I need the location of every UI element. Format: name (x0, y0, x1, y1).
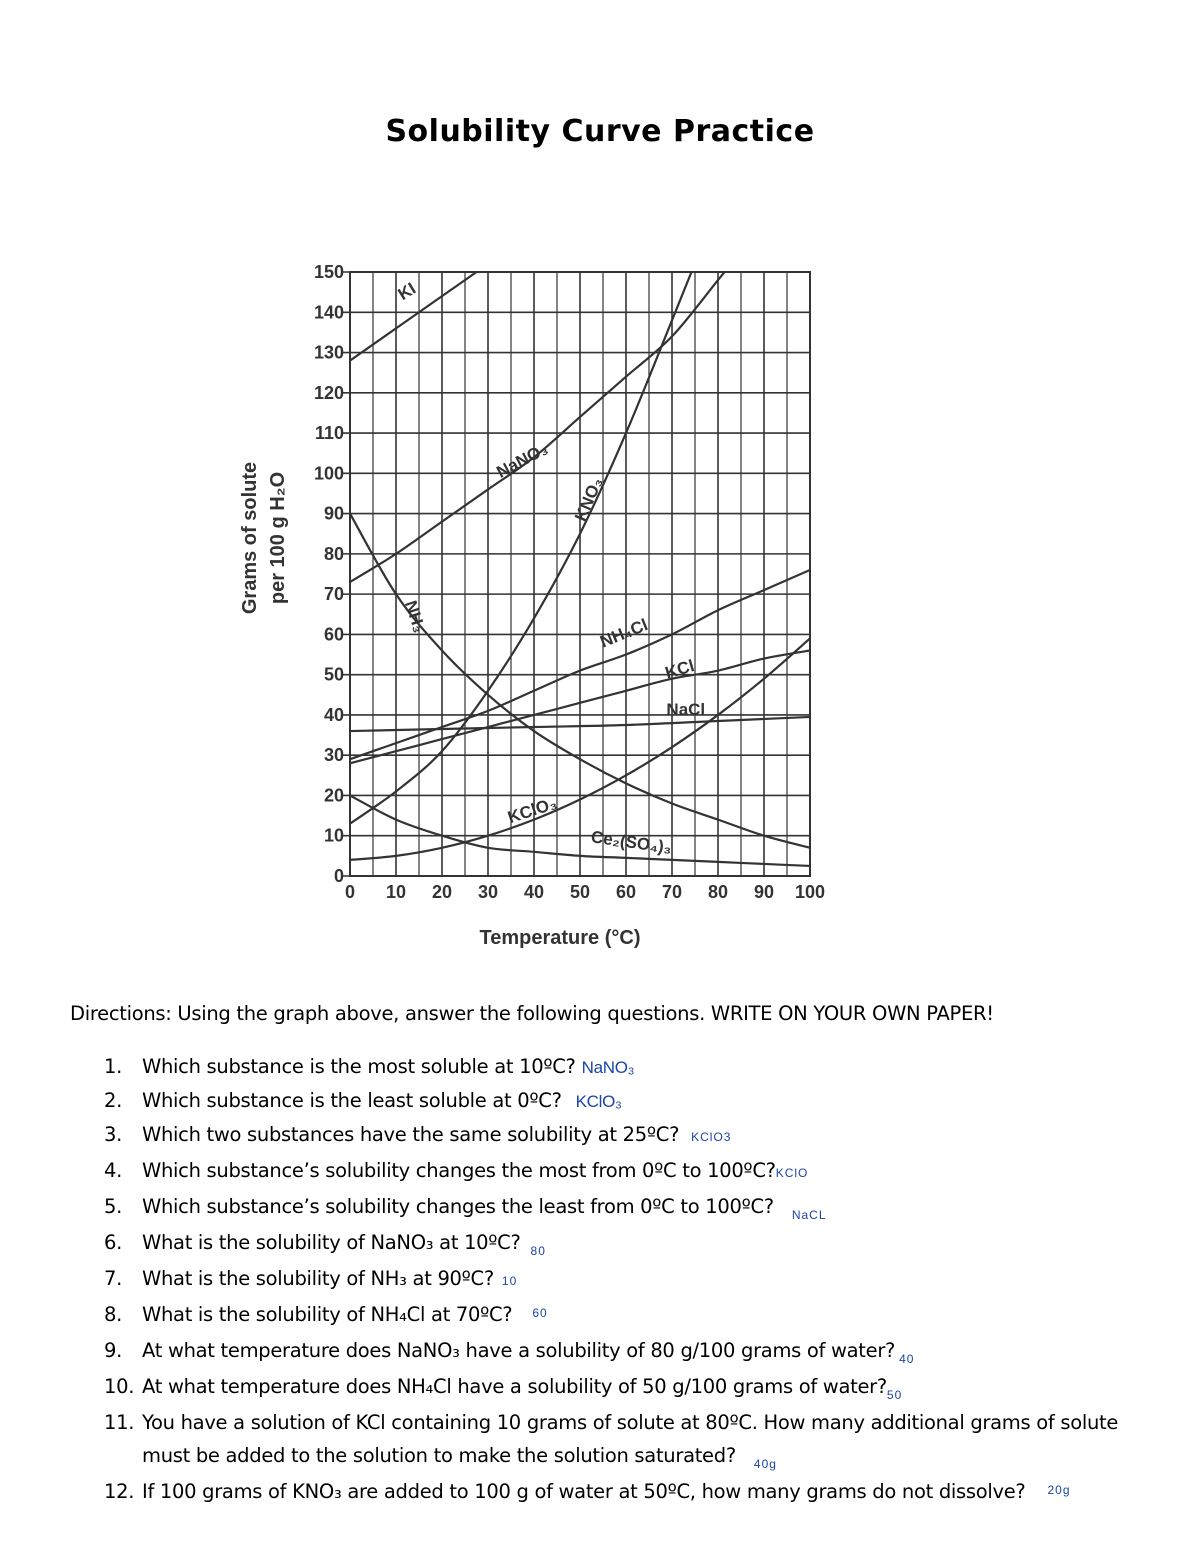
question-item (0, 1262, 1200, 1298)
answer-text: KClO₃ (575, 1092, 622, 1111)
directions-text: Directions: Using the graph above, answer the following questions. WRITE ON YOUR OWN PAPER! (70, 1002, 994, 1025)
x-tick-label: 30 (477, 882, 499, 902)
y-tick-label: 130 (313, 342, 344, 363)
x-tick-label: 10 (385, 882, 407, 902)
y-tick-label: 90 (323, 503, 344, 524)
answer-text: 80 (530, 1244, 546, 1258)
x-tick-label: 60 (615, 882, 637, 902)
question-text: At what temperature does NaNO₃ have a solubility of 80 g/100 grams of water? (142, 1339, 896, 1362)
question-number: 2. (104, 1089, 123, 1112)
question-number: 4. (104, 1159, 123, 1182)
question-item-continued (0, 1439, 1200, 1475)
question-number: 6. (104, 1231, 123, 1254)
answer-text: 40g (753, 1457, 777, 1471)
y-tick-label: 30 (323, 745, 344, 766)
answer-text: 40 (899, 1352, 915, 1366)
question-text: What is the solubility of NH₃ at 90ºC? (142, 1267, 494, 1290)
x-tick-label: 0 (344, 882, 356, 902)
y-tick-label: 40 (323, 704, 344, 725)
x-tick-label: 100 (794, 882, 826, 902)
question-item (0, 1190, 1200, 1226)
question-item (0, 1084, 1200, 1118)
answer-text: 60 (532, 1306, 548, 1320)
question-number: 1. (104, 1055, 123, 1078)
y-axis-title-line2: per 100 g H₂O (267, 471, 289, 605)
curve-label: NH₄Cl (597, 615, 651, 652)
x-tick-label: 40 (523, 882, 545, 902)
question-number: 10. (104, 1375, 135, 1398)
y-tick-label: 60 (323, 624, 344, 645)
curve-label: NaCl (666, 699, 706, 719)
y-tick-label: 110 (314, 423, 344, 444)
curve-label: KCl (662, 656, 697, 683)
question-number: 11. (104, 1411, 135, 1434)
answer-text: 50 (886, 1388, 903, 1402)
x-tick-label: 20 (431, 882, 453, 902)
x-tick-label: 70 (661, 882, 683, 902)
y-tick-label: 10 (323, 825, 344, 846)
question-text: If 100 grams of KNO₃ are added to 100 g of water at 50ºC, how many grams do not dissolve? (142, 1480, 1026, 1503)
question-text: You have a solution of KCl containing 10 grams of solute at 80ºC. How many additional grams of solute (142, 1411, 1119, 1434)
curve-line (350, 252, 700, 824)
curve-label: Ce₂(SO₄)₃ (589, 827, 673, 858)
question-item (0, 1050, 1200, 1084)
question-item (0, 1334, 1200, 1370)
question-number: 12. (104, 1480, 135, 1503)
question-text: Which substance’s solubility changes the most from 0ºC to 100ºC? (142, 1159, 776, 1182)
y-tick-label: 120 (313, 382, 344, 403)
answer-text: 10 (501, 1274, 518, 1288)
question-number: 9. (104, 1339, 123, 1362)
question-number: 5. (104, 1195, 123, 1218)
question-item (0, 1406, 1200, 1439)
chart-ticks (314, 262, 825, 902)
question-item (0, 1370, 1200, 1406)
y-tick-label: 20 (323, 785, 344, 806)
question-item (0, 1118, 1200, 1154)
answer-text: KClO3 (691, 1130, 732, 1144)
question-text: At what temperature does NH₄Cl have a solubility of 50 g/100 grams of water? (142, 1375, 887, 1398)
y-tick-label: 140 (313, 302, 344, 323)
question-number: 7. (104, 1267, 123, 1290)
y-tick-label: 70 (323, 584, 344, 605)
question-text: What is the solubility of NH₄Cl at 70ºC? (142, 1303, 513, 1326)
y-axis-title-line1: Grams of solute (239, 461, 261, 615)
question-text: must be added to the solution to make the solution saturated? (142, 1444, 736, 1467)
y-tick-label: 80 (323, 543, 344, 564)
curve-label: KClO₃ (505, 793, 560, 828)
answer-text: KClO (775, 1166, 809, 1180)
question-item (0, 1475, 1200, 1511)
answer-text: NaCL (791, 1208, 827, 1222)
y-tick-label: 0 (333, 866, 344, 886)
question-item (0, 1226, 1200, 1262)
question-text: Which substance is the most soluble at 10ºC? (142, 1055, 576, 1078)
curve-label: KNO₃ (571, 474, 607, 525)
question-text: Which substance’s solubility changes the least from 0ºC to 100ºC? (142, 1195, 774, 1218)
x-tick-label: 90 (753, 882, 775, 902)
question-number: 3. (104, 1123, 123, 1146)
x-tick-label: 50 (569, 882, 591, 902)
chart-grid (342, 272, 810, 876)
question-item (0, 1154, 1200, 1190)
y-tick-label: 50 (323, 664, 344, 685)
y-tick-label: 100 (313, 463, 344, 484)
curve-label: NaNO₃ (493, 439, 552, 482)
question-text: What is the solubility of NaNO₃ at 10ºC? (142, 1231, 521, 1254)
question-text: Which substance is the least soluble at 0ºC? (142, 1089, 562, 1112)
x-axis-title: Temperature (°C) (479, 927, 641, 949)
answer-text: NaNO₃ (581, 1058, 635, 1077)
question-number: 8. (104, 1303, 123, 1326)
curve-label: NH₃ (400, 598, 430, 635)
question-text: Which two substances have the same solubility at 25ºC? (142, 1123, 680, 1146)
x-tick-label: 80 (707, 882, 729, 902)
page-title: Solubility Curve Practice (385, 114, 815, 149)
y-tick-label: 150 (313, 262, 344, 282)
curve-label: KI (394, 278, 420, 305)
question-list (0, 1050, 1200, 1511)
question-item (0, 1298, 1200, 1334)
answer-text: 20g (1047, 1483, 1071, 1497)
